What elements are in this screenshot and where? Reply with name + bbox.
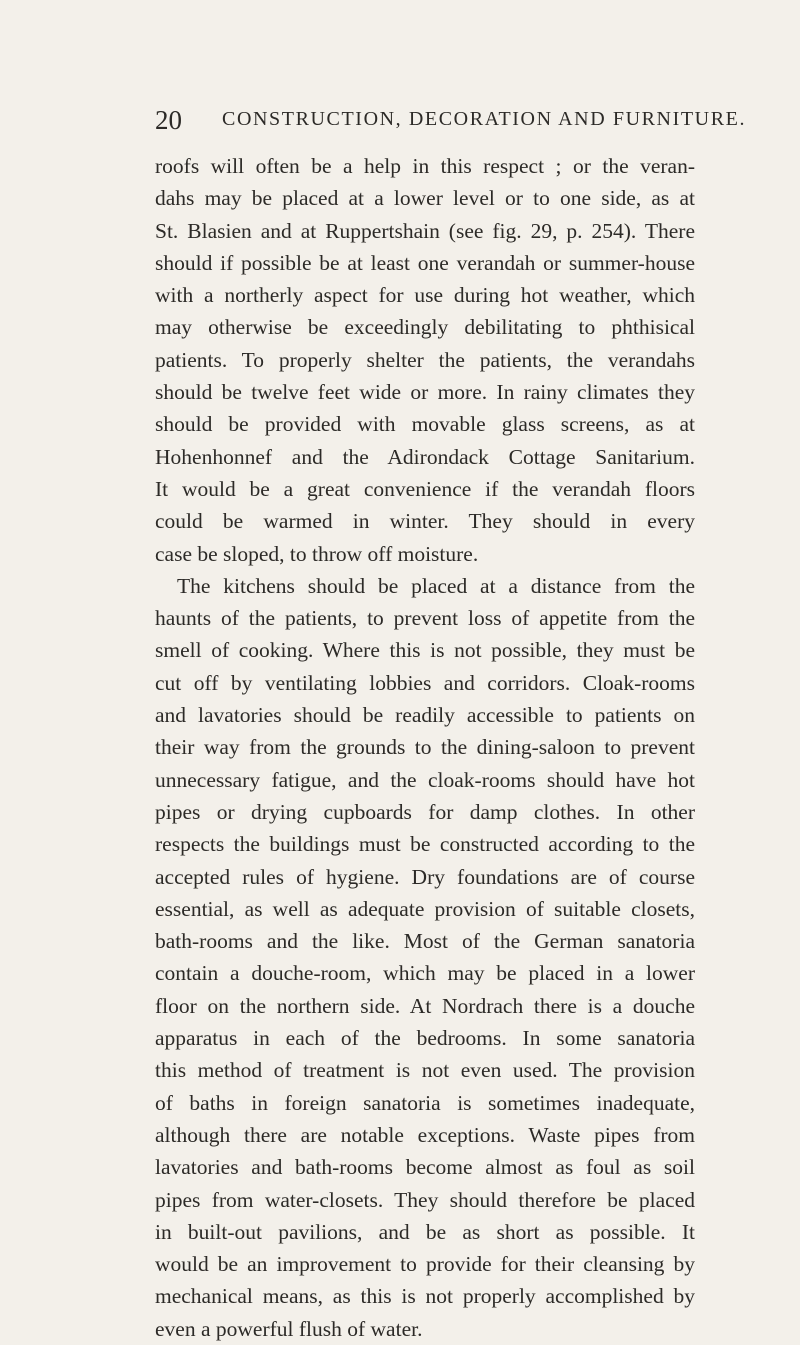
text-line: should be provided with movable glass screens, as at [155,412,695,437]
text-line: mechanical means, as this is not properly accomplished by [155,1284,695,1309]
text-line: even a powerful flush of water. [155,1316,423,1341]
text-line: respects the buildings must be constructed according to the [155,832,695,857]
text-line: patients. To properly shelter the patients, the verandahs [155,347,695,372]
text-line: roofs will often be a help in this respect ; or the veran- [155,154,695,178]
text-line: could be warmed in winter. They should in every [155,509,695,534]
text-line: case be sloped, to throw off moisture. [155,541,479,566]
text-line: smell of cooking. Where this is not possible, they must be [155,638,695,663]
text-line: and lavatories should be readily accessible to patients on [155,703,695,728]
text-line: with a northerly aspect for use during hot weather, which [155,283,695,308]
text-line: St. Blasien and at Ruppertshain (see fig. 29, p. 254). There [155,218,695,243]
text-line: pipes or drying cupboards for damp clothes. In other [155,799,695,824]
text-line: The kitchens should be placed at a distance from the [177,573,695,598]
text-line: haunts of the patients, to prevent loss of appetite from the [155,606,695,631]
text-line: apparatus in each of the bedrooms. In some sanatoria [155,1026,695,1051]
text-line: although there are notable exceptions. Waste pipes from [155,1122,695,1147]
text-line: bath-rooms and the like. Most of the German sanatoria [155,929,695,954]
text-line: their way from the grounds to the dining-saloon to prevent [155,735,695,760]
text-line: It would be a great convenience if the verandah floors [155,476,695,501]
text-line: cut off by ventilating lobbies and corridors. Cloak-rooms [155,670,695,695]
text-line: in built-out pavilions, and be as short as possible. It [155,1219,695,1244]
text-line: would be an improvement to provide for their cleansing by [155,1252,695,1277]
text-line: contain a douche-room, which may be placed in a lower [155,961,695,986]
text-line: pipes from water-closets. They should therefore be placed [155,1187,695,1212]
text-line: should if possible be at least one verandah or summer-house [155,250,695,275]
text-line: accepted rules of hygiene. Dry foundations are of course [155,864,695,889]
text-line: unnecessary fatigue, and the cloak-rooms should have hot [155,767,695,792]
text-line: may otherwise be exceedingly debilitating to phthisical [155,315,695,340]
body-text [155,150,695,1345]
page-number: 20 [155,105,182,135]
text-line: of baths in foreign sanatoria is sometimes inadequate, [155,1090,695,1115]
text-line: lavatories and bath-rooms become almost as foul as soil [155,1155,695,1180]
text-line: floor on the northern side. At Nordrach there is a douche [155,993,695,1018]
text-line: this method of treatment is not even used. The provision [155,1058,695,1083]
text-line: should be twelve feet wide or more. In rainy climates they [155,380,695,405]
running-head: CONSTRUCTION, DECORATION AND FURNITURE. [222,108,747,130]
text-line: dahs may be placed at a lower level or to one side, as at [155,186,695,211]
text-line: Hohenhonnef and the Adirondack Cottage Sanitarium. [155,444,695,469]
text-line: essential, as well as adequate provision of suitable closets, [155,896,695,921]
